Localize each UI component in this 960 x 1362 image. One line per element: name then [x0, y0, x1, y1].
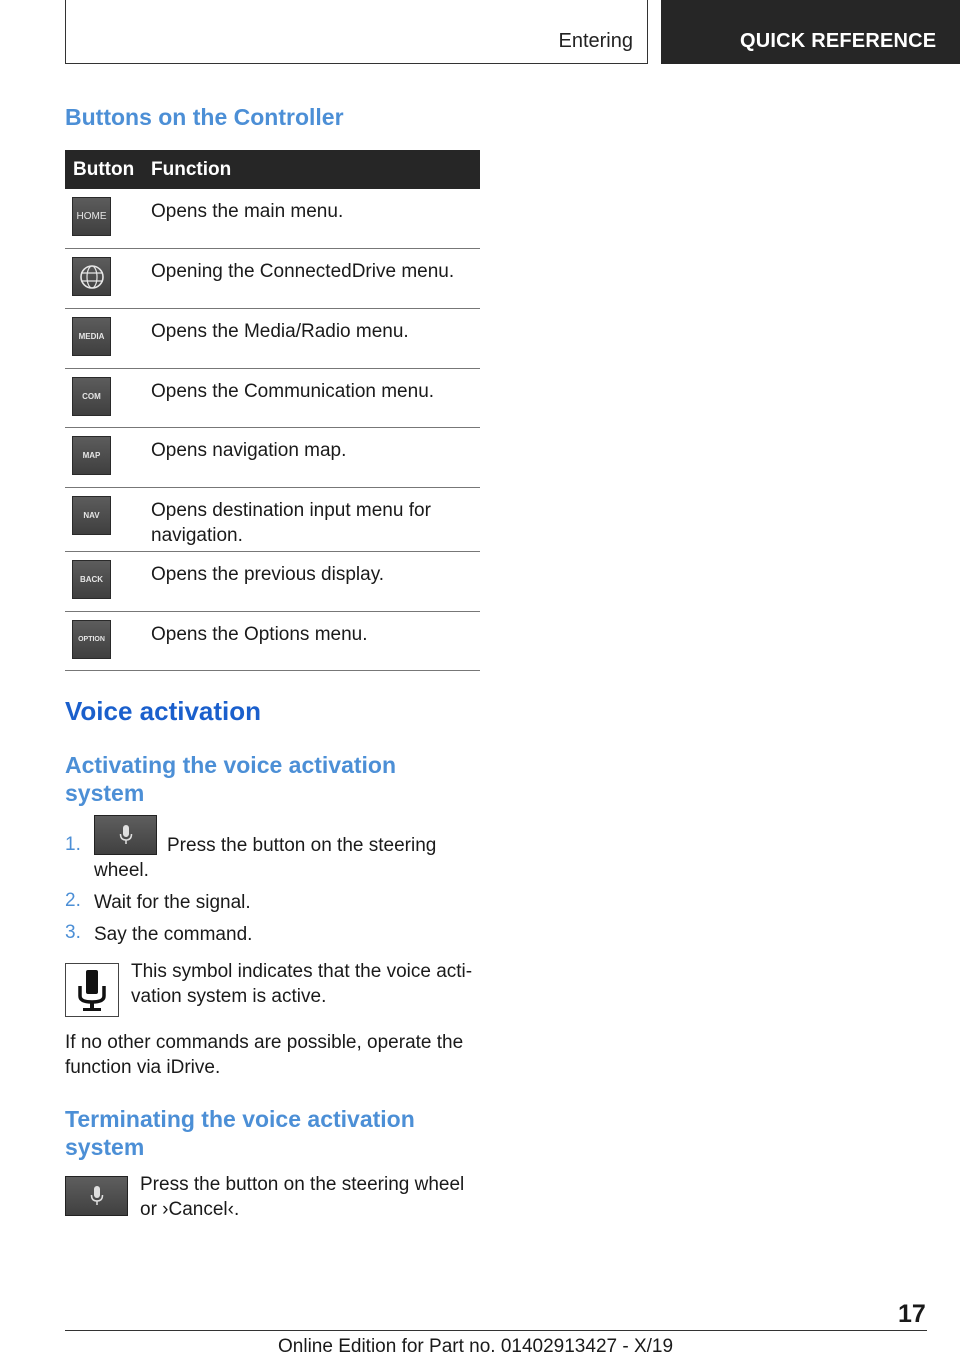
activating-heading-line1: Activating the voice activation: [65, 752, 397, 778]
connecteddrive-globe-icon: [72, 257, 111, 296]
activating-heading-line2: system: [65, 780, 145, 806]
map-button-icon: [72, 436, 111, 475]
controller-buttons-heading: Buttons on the Controller: [65, 104, 344, 130]
icon-label: NAV: [83, 511, 100, 520]
table-header: [65, 150, 480, 189]
row-function: Opens the previous display.: [151, 564, 385, 585]
symbol-note-line2: vation system is active.: [131, 986, 327, 1007]
table-row: [65, 428, 480, 488]
step-number: 1.: [65, 834, 81, 855]
terminating-heading-line2: system: [65, 1134, 145, 1160]
activating-heading: [65, 751, 396, 807]
column-header-button: Button: [73, 159, 135, 180]
terminating-text-line2: or ›Cancel‹.: [140, 1199, 240, 1220]
home-button-icon: [72, 197, 111, 236]
row-function: Opens the Communication menu.: [151, 381, 435, 402]
media-button-icon: [72, 317, 111, 356]
com-button-icon: [72, 377, 111, 416]
fallback-text-line2: function via iDrive.: [65, 1057, 221, 1078]
table-row: [65, 612, 480, 671]
table-row: [65, 189, 480, 249]
icon-label: MEDIA: [78, 332, 105, 341]
table-row: [65, 552, 480, 612]
terminating-heading-line1: Terminating the voice activation: [65, 1106, 415, 1132]
row-function: Opens destination input menu for navigation.: [151, 500, 431, 546]
icon-label: MAP: [82, 451, 101, 460]
table-row: [65, 249, 480, 309]
row-function: Opens navigation map.: [151, 440, 347, 461]
step-text: Wait for the signal.: [94, 892, 251, 913]
step-number: 2.: [65, 890, 81, 911]
row-function: Opens the main menu.: [151, 201, 344, 222]
fallback-text-line1: If no other commands are possible, operate the: [65, 1032, 464, 1053]
icon-label: OPTION: [78, 636, 105, 643]
header-section-label: Entering: [558, 30, 633, 52]
header-chapter-label: QUICK REFERENCE: [740, 30, 937, 52]
back-button-icon: [72, 560, 111, 599]
row-function: Opens the Media/Radio menu.: [151, 321, 409, 342]
page-number: 17: [898, 1300, 926, 1328]
row-function: Opens the Options menu.: [151, 624, 368, 645]
voice-activation-heading: Voice activation: [65, 696, 262, 726]
icon-label: HOME: [76, 211, 107, 222]
step-text: Press the button on the steering: [167, 835, 437, 856]
icon-label: COM: [82, 392, 101, 401]
header-section-box: [65, 0, 648, 64]
table-row: [65, 488, 480, 552]
step-text: wheel.: [94, 860, 149, 881]
voice-active-symbol-icon: [65, 963, 119, 1017]
nav-button-icon: [72, 496, 111, 535]
table-row: [65, 369, 480, 428]
option-button-icon: [72, 620, 111, 659]
step-number: 3.: [65, 922, 81, 943]
step-text: Say the command.: [94, 924, 253, 945]
symbol-note-line1: This symbol indicates that the voice acti-: [131, 961, 473, 982]
microphone-button-icon: [65, 1176, 128, 1216]
table-row: [65, 309, 480, 369]
microphone-button-icon: [94, 815, 157, 855]
column-header-function: Function: [151, 159, 232, 180]
header-chapter-box: [661, 0, 960, 64]
footer-edition: Online Edition for Part no. 01402913427 - X/19: [278, 1336, 674, 1357]
footer-divider: [65, 1330, 927, 1331]
row-function: Opening the ConnectedDrive menu.: [151, 261, 455, 282]
terminating-text-line1: Press the button on the steering wheel: [140, 1174, 465, 1195]
terminating-heading: [65, 1105, 415, 1161]
icon-label: BACK: [79, 575, 104, 584]
